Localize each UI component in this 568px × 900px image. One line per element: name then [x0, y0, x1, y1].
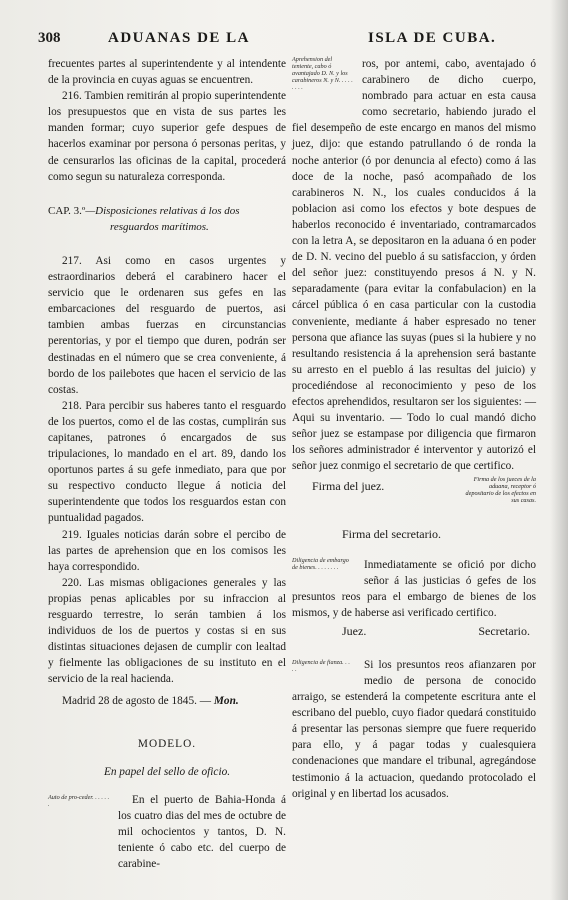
aprehension-block	[292, 56, 536, 474]
signed-name: Mon.	[213, 695, 239, 708]
modelo-heading: MODELO.	[137, 737, 197, 750]
page-edge-shadow	[550, 0, 568, 900]
fianza-text	[292, 657, 536, 802]
embargo-block	[292, 557, 536, 621]
chapter-title-line1: —Disposiciones relativas á los dos	[85, 204, 240, 217]
margin-note-firma: Firma de los jueces de la aduana, receptor ó depositario de los efectos en sus casas.	[465, 476, 536, 505]
firma-juez: Firma del juez.	[312, 479, 385, 494]
chapter-title-line2: resguardos marítimos.	[110, 220, 209, 233]
page-header	[38, 30, 540, 52]
aprehension-body: ros, por antemi, cabo, aventajado ó carabinero de dicho cuerpo, nombrado para actuar en esta causa como secretario, habiendo jurado el fiel desempeño de este encargo en manos del mismo juez, dijo: que estando patrullando ó de ronda la noche anterior (ó por denuncia al efecto) como á las doce de la noche, pasó acompañado de los carabineros N. N., los cuales conducidos á la poblacion asi como los efectos y bote despues de haberlos reconocido é inventariado, contramarcados con la letra A, se depositaron en la aduana ó en poder de D. N. vecino del pueblo á su satisfaccion, y órden del señor juez: constituyendo presos á N. y N. separadamente (para evitar la confabulacion) en la cárcel pública ó en casa particular con la custodia conveniente, mediante á haber espresado no tener persona que afiance las suyas (pues si la hubiere y no resultando resistencia á la aprehension será bastante su arresto en el pueblo á las resultas del juicio) y procediéndose al reconocimiento y peso de los efectos aprehendidos, resultaron ser los siguientes: — Aqui su inventario. — Todo lo cual mandó dicho señor juez se estampase por diligencia que firmaron los señores administrador é interventor y autorizó el señor juez conmigo el secretario de que certifico.	[292, 58, 536, 473]
article-218: 218. Para percibir sus haberes tanto el resguardo de los puertos, como el de las costas, cumplirán sus capitanes, patrones ó encargados de sus tripulaciones, lo mandado en el art. 89, dando los oportunos partes á su gefe inmediato, para que por su respectivo conducto llegue á noticia del superintendente que todos los resguardos estan con puntualidad pagados.	[48, 399, 286, 525]
fianza-body: Si los presuntos reos afianzaren por medio de persona de conocido arraigo, se estenderá la competente escritura ante el escribano del pueblo, cuyo fiador quedará constituido á presentar las personas siempre que fuere requerido para ello, y á pagar todas y cualesquiera condenaciones que mandare el tribunal, agregándose testimonio á la actuacion, quedando protocolado el original y en libertad los acusados.	[292, 658, 536, 800]
auto-proceder-block	[48, 792, 286, 872]
auto-text: En el puerto de Bahia-Honda á los cuatro dias del mes de octubre de mil ochocientos y tantos, D. N. teniente ó cabo etc. del cuerpo de carabine-	[118, 793, 286, 871]
margin-note-embargo: Diligencia de embargo de bienes. . . . . . . .	[292, 556, 349, 571]
article-219: 219. Iguales noticias darán sobre el percibo de las partes de aprehension que en los comisos les haya correspondido.	[48, 528, 286, 573]
margin-note-fianza: Diligencia de fianza. . . . .	[292, 658, 350, 673]
papel-subheading: En papel del sello de oficio.	[103, 765, 231, 778]
signature-line	[48, 693, 286, 709]
firma-secretario: Firma del secretario.	[342, 527, 441, 542]
running-title-right: ISLA DE CUBA.	[368, 30, 497, 46]
signed-place-date: Madrid 28 de agosto de 1845. —	[62, 695, 212, 708]
page-number: 308	[38, 30, 61, 46]
margin-note-aprehension: Aprehension del teniente, cabo ó avantajado D. N. y los carabineros N. y N. . . . . . . . .	[292, 56, 353, 91]
chapter-heading	[48, 203, 286, 235]
article-217: 217. Asi como en casos urgentes y estraordinarios deberá el carabinero hacer el servicio que le ordenaren sus gefes en las embarcaciones del resguardo de puertos, asi tambien ambas fuerzas en circunstancias perentorias, y por el tiempo que duren, podrán ser destinadas en el número que se crea conveniente, á bordo de los pailebotes que hacen el servicio de las costas.	[48, 254, 286, 396]
secretario-label: Secretario.	[478, 623, 530, 638]
left-column	[48, 56, 286, 872]
article-216: 216. Tambien remitirán al propio superintendente los presupuestos que en vista de sus partes les manden formar; cuyo superior gefe despues de hacerlos examinar por persona ó personas peritas, y de censurarlos las oficinas de la capital, procederá como segun su naturaleza corresponda.	[48, 90, 286, 183]
article-220: 220. Las mismas obligaciones generales y las propias penas aplicables por su infraccion al resguardo terrestre, lo serán tambien á los individuos de los de puertos y costas si en sus distintas situaciones dejasen de cumplir con lealtad y fielmente las obligaciones de su instituto en el servicio de la real hacienda.	[48, 576, 286, 686]
running-title-left: ADUANAS DE LA	[108, 30, 251, 46]
right-column	[292, 56, 536, 802]
fianza-block	[292, 657, 536, 802]
juez-label: Juez.	[342, 623, 367, 638]
paragraph-intro: frecuentes partes al superintendente y al intendente de la provincia en cuyas aguas se encuentren.	[48, 58, 286, 87]
firma-juez-row	[292, 478, 536, 522]
margin-note-auto: Auto de pro-ceder. . . . . . .	[48, 793, 110, 808]
juez-secretario-row	[292, 621, 536, 643]
chapter-label: CAP. 3.º	[48, 204, 86, 217]
embargo-body: Inmediatamente se ofició por dicho señor á las justicias ó gefes de los presuntos reos para el embargo de bienes de los mismos, y de haberse asi verificado certifico.	[292, 558, 536, 619]
aprehension-text	[292, 56, 536, 474]
